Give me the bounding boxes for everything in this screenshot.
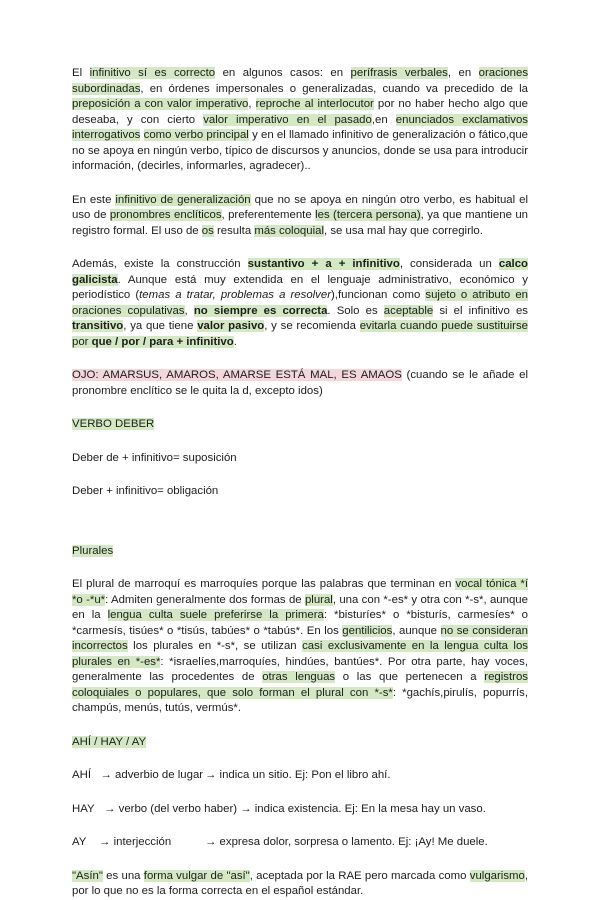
text-run: es una [102,869,144,882]
row-ahi [72,768,528,784]
paragraph-infinitivo-correcto [72,66,528,175]
heading-verbo-deber: VERBO DEBER [72,418,155,430]
highlighted-text: no se consideran incorrectos [72,624,528,652]
highlighted-text: registros coloquiales o populares, que solo forman el plural con *-s* [72,671,528,699]
paragraph-ojo-amaos [72,368,528,399]
hay-word-pos: HAY → verbo (del verbo haber) [72,802,238,815]
text-run: , considerada un [399,258,499,270]
text-run: , ya que mantiene un registro formal. El uso de [72,209,528,237]
highlighted-text: os [201,224,214,237]
highlighted-text: infinitivo de generalización [115,193,251,206]
ay-meaning: → expresa dolor, sorpresa o lamento. Ej: ¡Ay! Me duele. [205,836,488,848]
heading-plurales: Plurales [72,544,114,557]
text-run: : Admiten generalmente dos formas de [105,593,305,606]
text-run: , en órdenes impersonales o generalizadas, cuando va precedido de la [140,82,528,95]
text-run: , se usa mal hay que corregirlo. [324,224,483,237]
text-run: los plurales en *-s*, se utilizan [127,640,303,652]
highlighted-text: valor imperativo en el pasado [203,113,372,126]
highlighted-text: preposición a con valor imperativo [72,98,249,110]
deber-obligacion: Deber + infinitivo= obligación [72,485,219,497]
highlighted-text: aceptable [383,304,434,317]
highlighted-text: vocal tónica *í *o -*u* [72,578,528,606]
row-ay [72,835,528,851]
ay-word-pos: AY → interjección [72,836,172,848]
highlighted-text: valor pasivo [197,320,265,332]
text-run: El plural de marroquí es marroquíes porque las palabras que terminan en [72,578,456,590]
text-run: temas a tratar, problemas a resolver [139,289,332,301]
text-run: ,en [371,113,396,126]
paragraph-infinitivo-generalizacion [72,193,528,240]
text-run: En este [72,193,116,206]
highlighted-text: reproche al interlocutor [255,98,374,110]
highlighted-text: plural [304,593,333,606]
row-hay [72,802,528,818]
highlighted-text: transitivo [72,320,124,332]
heading-ahi-hay-ay: AHÍ / HAY / AY [72,735,147,748]
highlighted-text: más coloquial [254,224,324,237]
highlighted-text: pronombres enclíticos [109,209,222,221]
text-run: y en el llamado infinitivo de generalización o fático,que no se apoya en ningún verbo, típico de discursos y anuncios, donde se usa para introducir información, (decirles, informarles, agradecer).. [72,129,528,172]
text-run: , [248,98,256,110]
document-page [72,66,528,900]
highlighted-text: gentilicios [342,624,393,637]
ahi-meaning: → indica un sitio. Ej: Pon el libro ahí. [205,769,391,781]
text-run: : *israelíes,marroquíes, hindúes, bantúes*. Por otra parte, hay voces, generalmente las procedentes de [72,655,529,683]
text-run: : *gachís,pirulís, popurrís, champús, menús, tutús, vermús*. [72,686,528,714]
highlighted-text: perífrasis verbales [350,67,448,79]
text-run: si el infinitivo es [433,304,528,317]
highlighted-text: otras lenguas [262,671,336,683]
text-run: , por lo que no es la forma correcta en el español estándar. [72,869,529,897]
highlighted-text: les (tercera persona) [315,209,421,221]
text-run: El [72,67,90,79]
paragraph-asin [72,869,528,900]
text-run: , en [447,67,479,79]
text-run: , y se recomienda [264,320,360,332]
warning-highlight: OJO: AMARSUS, AMAROS, AMARSE ESTÁ MAL, ES AMAOS [72,369,402,381]
text-run: por no haber hecho algo que deseaba, y con cierto [72,98,528,126]
ahi-word-pos: AHÍ → adverbio de lugar [72,769,204,781]
paragraph-sustantivo-a-infinitivo [72,257,528,350]
text-run: . Aunque está muy extendida en el lenguaje administrativo, económico y periodístico ( [72,273,528,301]
highlighted-text: "Asín" [72,869,103,882]
highlighted-text: sustantivo + a + infinitivo [247,258,400,270]
highlighted-text: oraciones subordinadas [72,67,529,95]
text-run: , una con *-es* y otra con *-s*, aunque en la [72,593,528,621]
hay-meaning: → indica existencia. Ej: En la mesa hay un vaso. [240,802,486,815]
highlighted-text: lengua culta suele preferirse la primera [107,609,324,621]
text-run: Además, existe la construcción [72,258,248,270]
text-run: : *bisturíes* o *bisturís, carmesíes* o *carmesís, tisúes* o *tisús, tabúes* o *tabús*. En los [72,609,528,637]
deber-suposicion: Deber de + infinitivo= suposición [72,451,237,464]
highlighted-text: enunciados exclamativos interrogativos [72,113,528,141]
text-run: o las que pertenecen a [335,671,485,683]
text-run: (cuando se le añade el pronombre enclítico se le quita la d, excepto idos) [72,369,528,397]
highlighted-text: sujeto o atributo en oraciones copulativas [72,289,529,317]
text-run: , aunque [392,624,441,637]
text-run: , [184,304,194,317]
highlighted-text: casi exclusivamente en la lengua culta los plurales en *-es* [72,640,528,668]
highlighted-text: como verbo principal [143,129,249,141]
highlighted-text: evitarla cuando puede sustituirse por [72,320,528,348]
text-run: . [233,335,237,348]
text-run: que no se apoya en ningún otro verbo, es habitual el uso de [72,193,528,221]
paragraph-plurales [72,577,528,717]
text-run: ),funcionan como [331,289,426,301]
text-run: , preferentemente [221,209,316,221]
highlighted-text: infinitivo sí es correcto [89,67,216,79]
highlighted-text: no siempre es correcta [193,304,328,317]
highlighted-text: vulgarismo [469,869,525,882]
text-run: , ya que tiene [123,320,198,332]
text-run: . Solo es [327,304,384,317]
text-run: resulta [213,224,255,237]
text-run: en algunos casos: en [215,67,351,79]
highlighted-text: calco galicista [72,258,528,286]
highlighted-text: forma vulgar de "así" [143,869,250,882]
highlighted-text: que / por / para + infinitivo [91,335,234,348]
text-run: , aceptada por la RAE pero marcada como [249,869,470,882]
